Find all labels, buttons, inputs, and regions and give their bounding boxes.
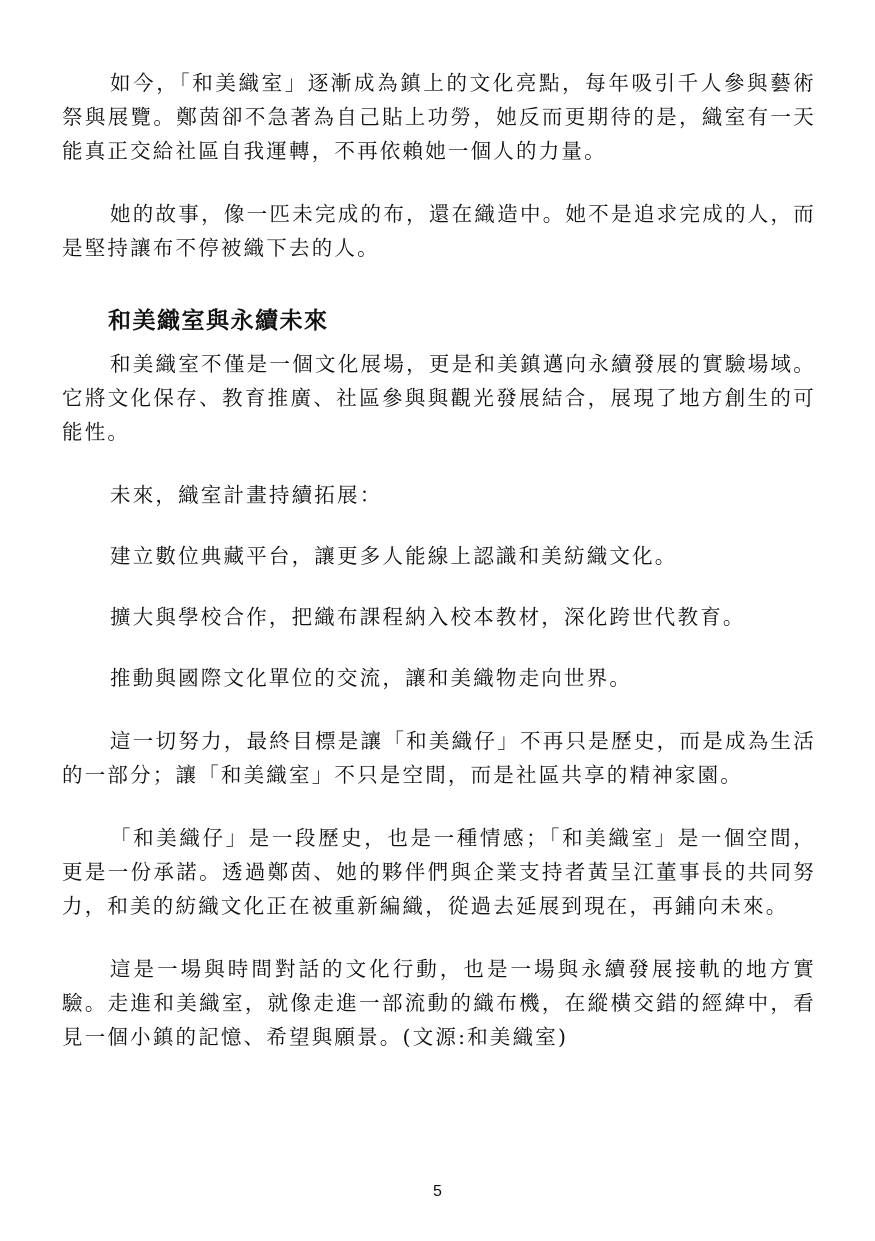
section-heading: 和美織室與永續未來 bbox=[108, 308, 329, 334]
page-body bbox=[62, 66, 816, 1054]
body-paragraph: 她的故事，像一匹未完成的布，還在織造中。她不是追求完成的人，而是堅持讓布不停被織下去的人。 bbox=[62, 202, 816, 260]
plan-item: 推動與國際文化單位的交流，讓和美織物走向世界。 bbox=[110, 666, 633, 690]
body-paragraph: 這是一場與時間對話的文化行動，也是一場與永續發展接軌的地方實驗。走進和美織室，就像走進一部流動的織布機，在縱橫交錯的經緯中，看見一個小鎮的記憶、希望與願景。(文源:和美織室) bbox=[62, 957, 816, 1049]
body-paragraph: 這一切努力，最終目標是讓「和美織仔」不再只是歷史，而是成為生活的一部分；讓「和美織室」不只是空間，而是社區共享的精神家園。 bbox=[62, 729, 816, 787]
body-paragraph: 如今，「和美織室」逐漸成為鎮上的文化亮點，每年吸引千人參與藝術祭與展覽。鄭茵卻不急著為自己貼上功勞，她反而更期待的是，織室有一天能真正交給社區自我運轉，不再依賴她一個人的力量。 bbox=[62, 71, 816, 163]
plan-intro-paragraph: 未來，織室計畫持續拓展： bbox=[110, 483, 383, 507]
body-paragraph: 和美織室不僅是一個文化展場，更是和美鎮邁向永續發展的實驗場域。它將文化保存、教育推廣、社區參與與觀光發展結合，展現了地方創生的可能性。 bbox=[62, 352, 816, 444]
body-paragraph: 「和美織仔」是一段歷史，也是一種情感；「和美織室」是一個空間，更是一份承諾。透過鄭茵、她的夥伴們與企業支持者黃呈江董事長的共同努力，和美的紡織文化正在被重新編織，從過去延展到現在，再鋪向未來。 bbox=[62, 826, 816, 918]
page-number: 5 bbox=[433, 1183, 442, 1200]
plan-item: 擴大與學校合作，把織布課程納入校本教材，深化跨世代教育。 bbox=[110, 605, 746, 629]
plan-item: 建立數位典藏平台，讓更多人能線上認識和美紡織文化。 bbox=[110, 544, 678, 568]
